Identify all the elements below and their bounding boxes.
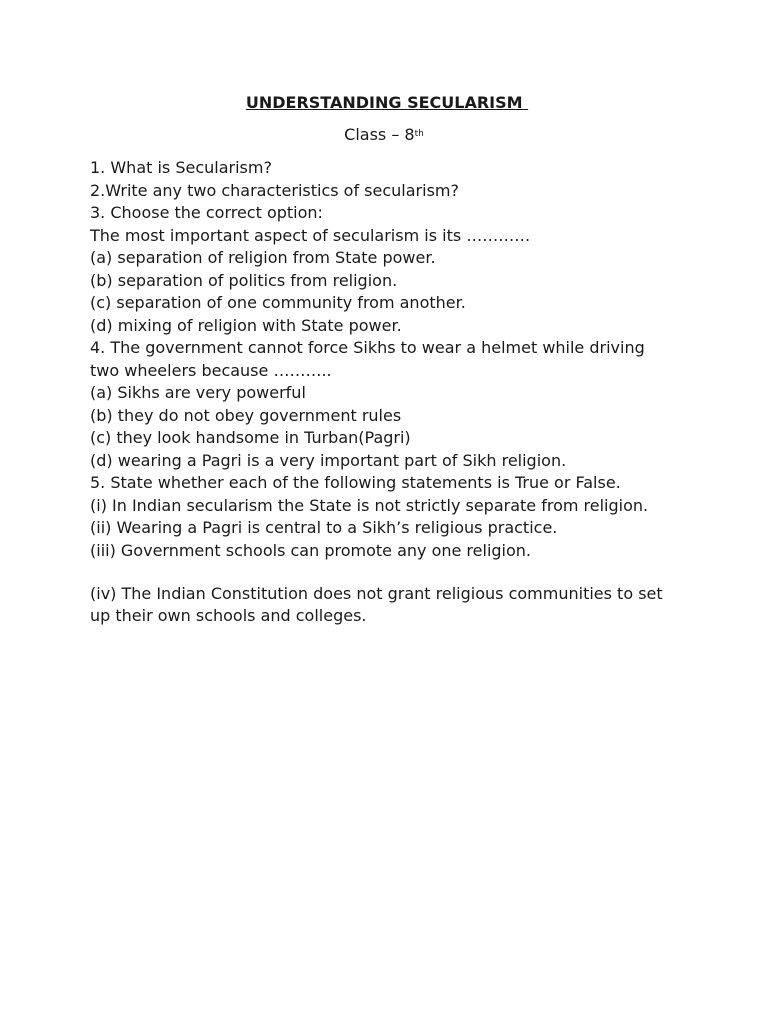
class-label-suffix: th — [414, 129, 424, 139]
blank-line — [90, 562, 690, 583]
question-list — [90, 157, 690, 628]
question-3-option-b: (b) separation of politics from religion. — [90, 270, 398, 290]
question-3-option-a: (a) separation of religion from State power. — [90, 248, 436, 267]
question-3-option-d: (d) mixing of religion with State power. — [90, 315, 402, 335]
class-label — [0, 125, 768, 145]
question-4-option-d: (d) wearing a Pagri is a very important part of Sikh religion. — [90, 450, 567, 470]
statement-i: (i) In Indian secularism the State is not strictly separate from religion. — [90, 495, 649, 515]
question-1: 1. What is Secularism? — [90, 158, 272, 177]
question-5: 5. State whether each of the following statements is True or False. — [90, 473, 621, 492]
question-3: 3. Choose the correct option: — [90, 203, 323, 222]
question-4: 4. The government cannot force Sikhs to wear a helmet while driving two wheelers because ……….. — [90, 338, 645, 380]
document-title-text: UNDERSTANDING SECULARISM — [245, 93, 529, 112]
statement-iii: (iii) Government schools can promote any one religion. — [90, 540, 532, 560]
document-title — [0, 93, 768, 113]
question-2: 2.Write any two characteristics of secularism? — [90, 180, 459, 200]
class-label-text: Class – 8 — [344, 125, 415, 144]
question-4-option-a: (a) Sikhs are very powerful — [90, 383, 306, 402]
question-4-option-c: (c) they look handsome in Turban(Pagri) — [90, 428, 411, 447]
question-3-option-c: (c) separation of one community from another. — [90, 293, 466, 312]
question-4-option-b: (b) they do not obey government rules — [90, 405, 402, 425]
statement-iv: (iv) The Indian Constitution does not grant religious communities to set up their own schools and colleges. — [90, 583, 663, 625]
question-3-stem: The most important aspect of secularism is its ………… — [90, 225, 531, 245]
statement-ii: (ii) Wearing a Pagri is central to a Sikh’s religious practice. — [90, 518, 558, 537]
